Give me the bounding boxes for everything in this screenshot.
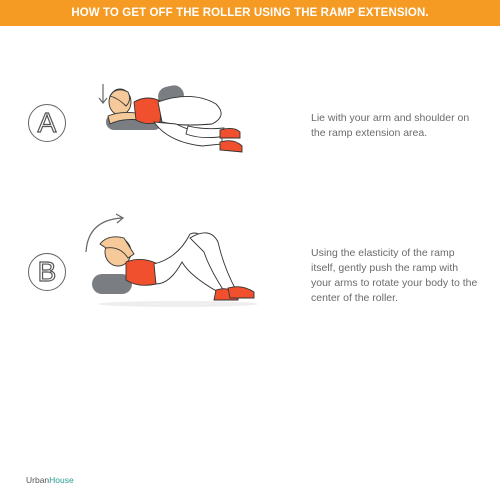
step-a-badge xyxy=(28,104,66,142)
brand-logo-part2: House xyxy=(49,475,74,485)
brand-logo xyxy=(26,475,74,485)
step-a-instruction: Lie with your arm and shoulder on the ramp extension area. xyxy=(311,112,470,139)
step-a-illustration xyxy=(92,80,252,165)
step-b-letter: B xyxy=(37,256,57,287)
step-b-badge xyxy=(28,253,66,291)
header-banner xyxy=(0,0,500,26)
step-b-illustration xyxy=(78,212,263,312)
brand-logo-part1: Urban xyxy=(26,475,50,485)
page-title: HOW TO GET OFF THE ROLLER USING THE RAMP EXTENSION. xyxy=(71,7,429,19)
step-a-letter: A xyxy=(37,107,57,138)
step-b-instruction: Using the elasticity of the ramp itself, gently push the ramp with your arms to rotate your body to the center of the roller. xyxy=(311,247,478,304)
down-arrow-icon xyxy=(99,84,107,103)
